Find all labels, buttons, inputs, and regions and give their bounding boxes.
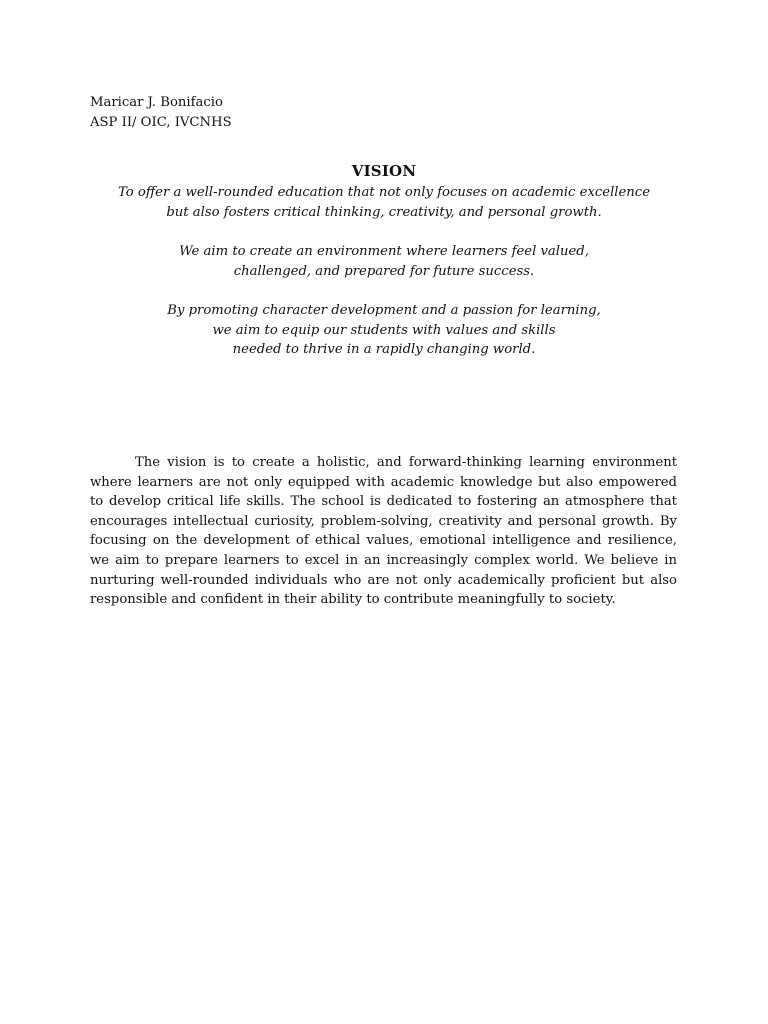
author-name: Maricar J. Bonifacio [90, 95, 223, 110]
vision-line: To offer a well-rounded education that not only focuses on academic excellence [118, 185, 650, 200]
vision-line: we aim to equip our students with values and skills [212, 322, 556, 338]
author-position: ASP II/ OIC, IVCNHS [90, 114, 232, 130]
vision-line: By promoting character development and a passion for learning, [167, 303, 601, 318]
author-block [90, 93, 232, 132]
vision-line: We aim to create an environment where learners feel valued, [179, 244, 589, 259]
vision-stanza [0, 242, 768, 281]
vision-line: but also fosters critical thinking, creativity, and personal growth. [166, 204, 602, 220]
vision-stanza [0, 183, 768, 222]
vision-line: challenged, and prepared for future success. [233, 263, 535, 279]
vision-explanation-paragraph: The vision is to create a holistic, and forward-thinking learning environment where learners are not only equipped with academic knowledge but also empowered to develop critical life skills. The school is dedicated to fostering an atmosphere that encourages intellectual curiosity, problem-solving, creativity and personal growth. By focusing on the development of ethical values, emotional intelligence and resilience, we aim to prepare learners to excel in an increasingly complex world. We believe in nurturing well-rounded individuals who are not only academically proficient but also responsible and confident in their ability to contribute meaningfully to society. [90, 455, 677, 608]
vision-line: needed to thrive in a rapidly changing world. [232, 342, 536, 358]
vision-heading: VISION [351, 162, 417, 180]
vision-stanza [0, 301, 768, 360]
